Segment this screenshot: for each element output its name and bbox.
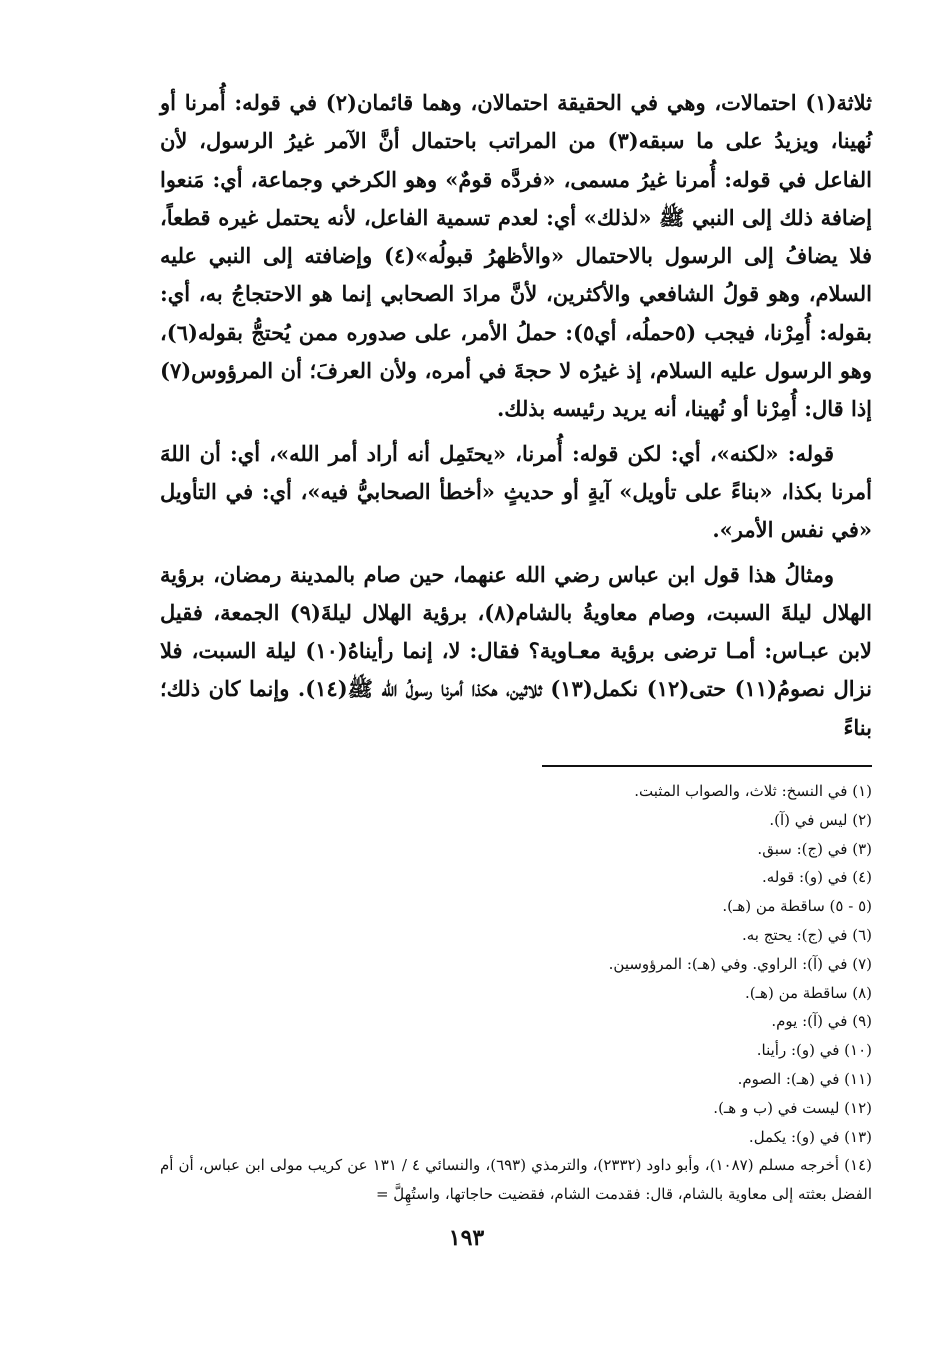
- footnote-6: (٦) في (ج): يحتج به.: [741, 926, 872, 945]
- footnote-13: (١٣) في (و): يكمل.: [748, 1127, 872, 1146]
- footnote-7: (٧) في (آ): الراوي. وفي (هـ): المرؤوسين.: [608, 954, 872, 973]
- paragraph-3: ومثالُ هذا قول ابن عباس رضي الله عنهما، حين صام بالمدينة رمضان، برؤية الهلال ليلةَ السبت، وصام معاويةُ بالشام(٨)، برؤية الهلال ليلةَ(٩) الجمعة، فقيل لابن عبـاس: أمـا ترضى برؤية معـاوية؟ فقال: لا، إنما رأيناهُ(١٠) ليلة السبت، فلا نزال نصومُ(١١) حتى(١٢) نكمل(١٣) ثلاثين، هكذا أمرنا رسولُ الله ﷺ(١٤). وإنما كان ذلك؛ بناءً: [160, 561, 873, 740]
- footnote-3: (٣) في (ج): سبق.: [757, 839, 872, 858]
- page-number: ١٩٣: [448, 1225, 485, 1251]
- footnote-11: (١١) في (هـ): الصوم.: [737, 1070, 872, 1089]
- footnote-14: (١٤) أخرجه مسلم (١٠٨٧)، وأبو داود (٢٣٣٢)، والترمذي (٦٩٣)، والنسائي ٤ / ١٣١ عن كريب مولى ابن عباس، أن أم الفضل بعثته إلى معاوية بالشام، قال: فقدمت الشام، فقضيت حاجاتها، واستُهِلَّ =: [160, 1156, 872, 1204]
- book-page: [160, 84, 872, 1209]
- footnote-4: (٤) في (و): قوله.: [761, 868, 872, 887]
- paragraph-1: ثلاثة(١) احتمالات، وهي في الحقيقة احتمالان، وهما قائمان(٢) في قوله: أُمرنا أو نُهينا، ويزيدُ على ما سبقه(٣) من المراتب باحتمال أنَّ الآمر غيرُ الرسول، لأن الفاعل في قوله: أُمرنا غيرُ مسمى، «فردَّه قومٌ» وهو الكرخي وجماعة، أي: مَنعوا إضافة ذلك إلى النبي ﷺ «لذلك» أي: لعدم تسمية الفاعل، لأنه يحتمل غيره قطعاً، فلا يضافُ إلى الرسول بالاحتمال «والأظهرُ قبولُه»(٤) وإضافته إلى النبي عليه السلام، وهو قولُ الشافعي والأكثرين، لأنَّ مرادَ الصحابي إنما هو الاحتجاجُ به، أي: بقوله: أُمِرْنا، فيجب (٥حملُه، أي٥): حملُ الأمر، على صدوره ممن يُحتجُّ بقوله(٦)، وهو الرسول عليه السلام، إذ غيرُه لا حجةَ في أمره، ولأن العرفَ؛ أن المرؤوس(٧) إذا قال: أُمِرْنا أو نُهينا، أنه يريد رئيسه بذلك.: [160, 90, 872, 422]
- footnote-2: (٢) ليس في (آ).: [769, 810, 872, 829]
- footnote-12: (١٢) ليست في (ب و هـ).: [713, 1098, 872, 1117]
- footnote-5: (٥ - ٥) ساقطة من (هـ).: [722, 897, 872, 916]
- main-text: [160, 84, 872, 747]
- footnote-separator: [542, 765, 872, 767]
- footnotes: [160, 777, 872, 1209]
- footnote-10: (١٠) في (و): رأينا.: [756, 1041, 872, 1060]
- paragraph-2: قوله: «لكنه»، أي: لكن قوله: أُمرنا، «يحتَمِل أنه أراد أمر الله»، أي: أن اللهَ أمرنا بكذا، «بناءً على تأويل» آيةٍ أو حديثٍ «أخطأ الصحابيُّ فيه»، أي: في التأويل «في نفس الأمر».: [160, 440, 872, 543]
- footnote-9: (٩) في (آ): يوم.: [771, 1012, 872, 1031]
- footnote-1: (١) في النسخ: ثلاث، والصواب المثبت.: [634, 782, 872, 801]
- footnote-8: (٨) ساقطة من (هـ).: [745, 983, 872, 1002]
